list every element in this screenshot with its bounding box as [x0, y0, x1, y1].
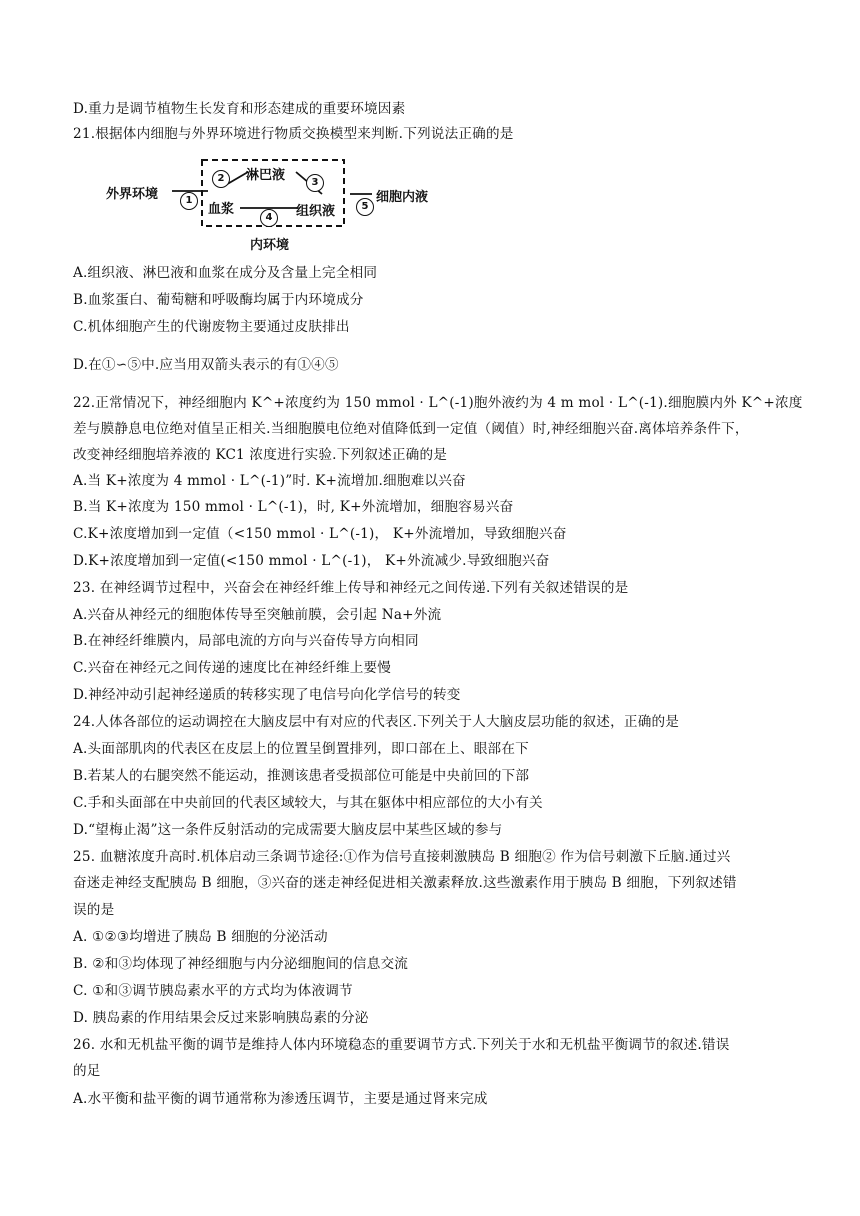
body-line-11: 23. 在神经调节过程中，兴奋会在神经纤维上传导和神经元之间传递.下列有关叙述错误的是	[73, 580, 629, 596]
body-line-7: A.当 K+浓度为 4 mmol · L^(-1)”时. K+流增加.细胞难以兴奋	[73, 473, 466, 489]
body-line-16: 24.人体各部位的运动调控在大脑皮层中有对应的代表区.下列关于人大脑皮层功能的叙述，正确的是	[73, 714, 680, 730]
body-line-2: C.机体细胞产生的代谢废物主要通过皮肤排出	[73, 319, 350, 335]
tissue-fluid-label: 组织液	[296, 204, 336, 219]
circle-number-5: 5	[356, 198, 374, 216]
body-line-4: 22.正常情况下，神经细胞内 K^+浓度约为 150 mmol · L^(-1)胞外液约为 4 m mol · L^(-1).细胞膜内外 K^+浓度	[73, 395, 803, 411]
body-line-30: A.水平衡和盐平衡的调节通常称为渗透压调节，主要是通过肾来完成	[73, 1091, 488, 1107]
internal-environment-label: 内环境	[250, 238, 290, 253]
body-line-22: 奋迷走神经支配胰岛 B 细胞，③兴奋的迷走神经促进相关激素释放.这些激素作用于胰岛 B 细胞，下列叙述错	[73, 875, 737, 891]
body-line-10: D.K+浓度增加到一定值(<150 mmol · L^(-1)， K+外流减少.导致细胞兴奋	[73, 553, 550, 569]
body-line-3: D.在①∽⑤中.应当用双箭头表示的有①④⑤	[73, 357, 339, 373]
body-line-25: B. ②和③均体现了神经细胞与内分泌细胞间的信息交流	[73, 956, 409, 972]
circle-number-2: 2	[212, 170, 230, 188]
body-line-24: A. ①②③均增进了胰岛 B 细胞的分泌活动	[73, 929, 328, 945]
body-line-19: C.手和头面部在中央前回的代表区域较大，与其在躯体中相应部位的大小有关	[73, 795, 543, 811]
body-line-14: C.兴奋在神经元之间传递的速度比在神经纤维上要慢	[73, 660, 392, 676]
body-line-9: C.K+浓度增加到一定值（<150 mmol · L^(-1)， K+外流增加，导致细胞兴奋	[73, 526, 567, 542]
body-line-17: A.头面部肌肉的代表区在皮层上的位置呈倒置排列，即口部在上、眼部在下	[73, 741, 529, 757]
body-line-26: C. ①和③调节胰岛素水平的方式均为体液调节	[73, 983, 353, 999]
body-line-12: A.兴奋从神经元的细胞体传导至突触前膜，会引起 Na+外流	[73, 607, 442, 623]
line-0: D.重力是调节植物生长发育和形态建成的重要环境因素	[73, 101, 406, 117]
lymph-label: 淋巴液	[246, 168, 286, 183]
exchange-model-diagram	[100, 158, 460, 258]
body-line-29: 的足	[73, 1063, 101, 1079]
body-line-1: B.血浆蛋白、葡萄糖和呼吸酶均属于内环境成分	[73, 292, 364, 308]
body-line-15: D.神经冲动引起神经递质的转移实现了电信号向化学信号的转变	[73, 687, 461, 703]
circle-number-4: 4	[260, 209, 278, 227]
body-line-18: B.若某人的右腿突然不能运动，推测该患者受损部位可能是中央前回的下部	[73, 768, 530, 784]
outer-environment-label: 外界环境	[106, 187, 159, 202]
body-line-13: B.在神经纤维膜内，局部电流的方向与兴奋传导方向相同	[73, 633, 419, 649]
body-line-5: 差与膜静息电位绝对值呈正相关.当细胞膜电位绝对值降低到一定值（阈值）时,神经细胞兴奋.离体培养条件下，	[73, 421, 749, 437]
body-line-23: 误的是	[73, 902, 115, 918]
circle-number-3: 3	[306, 174, 324, 192]
body-line-0: A.组织液、淋巴液和血浆在成分及含量上完全相同	[73, 265, 378, 281]
body-line-28: 26. 水和无机盐平衡的调节是维持人体内环境稳态的重要调节方式.下列关于水和无机盐平衡调节的叙述.错误	[73, 1037, 730, 1053]
body-line-20: D.“望梅止渴”这一条件反射活动的完成需要大脑皮层中某些区域的参与	[73, 822, 503, 838]
plasma-label: 血浆	[208, 202, 235, 217]
circle-number-1: 1	[180, 192, 198, 210]
question-21-stem: 21.根据体内细胞与外界环境进行物质交换模型来判断.下列说法正确的是	[73, 126, 514, 142]
body-line-8: B.当 K+浓度为 150 mmol · L^(-1)，时, K+外流增加，细胞容易兴奋	[73, 499, 514, 515]
intracellular-fluid-label: 细胞内液	[376, 190, 429, 205]
body-line-27: D. 胰岛素的作用结果会反过来影响胰岛素的分泌	[73, 1010, 369, 1026]
body-line-21: 25. 血糖浓度升高时.机体启动三条调节途径:①作为信号直接刺激胰岛 B 细胞② 作为信号刺激下丘脑.通过兴	[73, 849, 731, 865]
body-line-6: 改变神经细胞培养液的 KC1 浓度进行实验.下列叙述正确的是	[73, 447, 448, 463]
